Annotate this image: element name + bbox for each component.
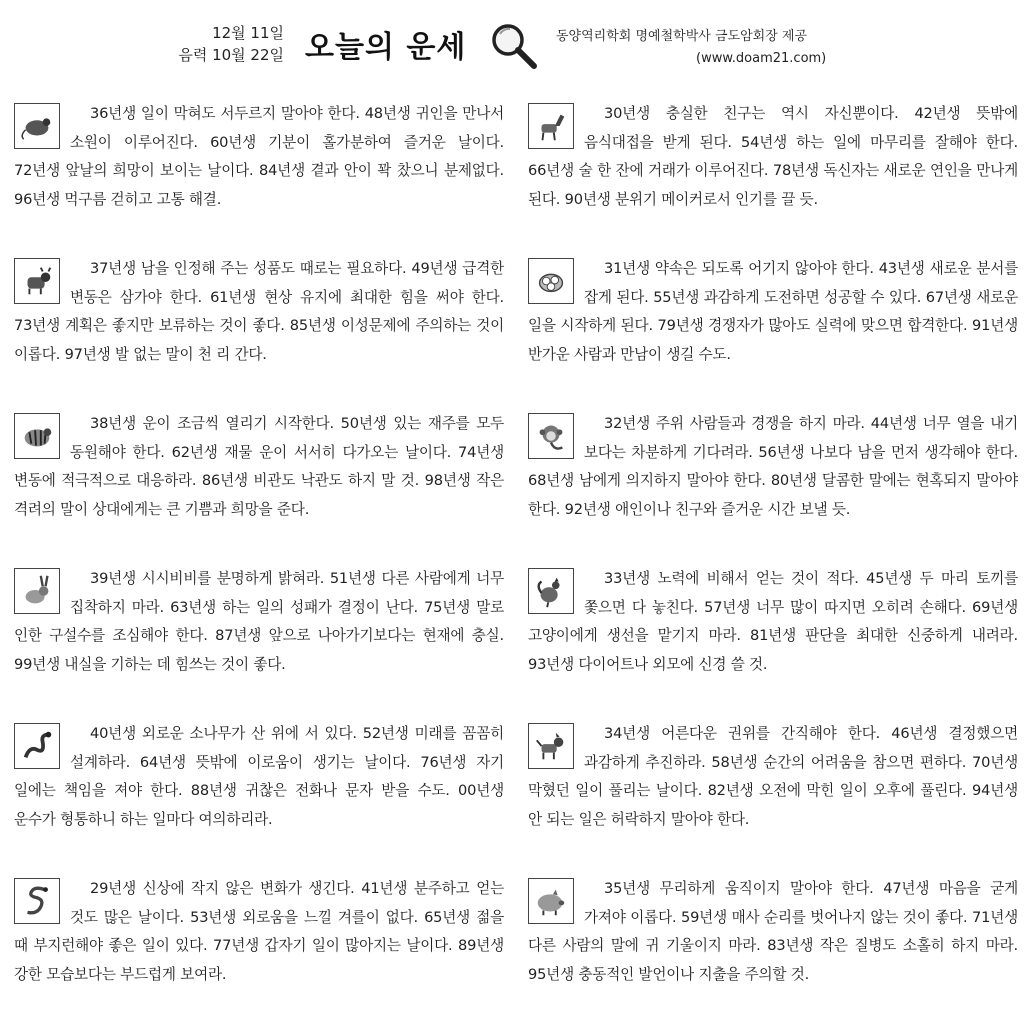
fortune-text: 35년생 무리하게 움직이지 말아야 한다. 47년생 마음을 굳게 가져야 이롭다. 59년생 매사 순리를 벗어나지 않는 것이 좋다. 71년생 다른 사람의 말에 귀 기울이지 마라. 83년생 작은 질병도 소홀히 하지 마라. 95년생 충동적인 발언이나 지출을 주의할 것. <box>528 880 1018 983</box>
rooster-icon <box>528 568 574 614</box>
fortune-entry <box>528 565 1018 720</box>
horse-icon <box>528 103 574 149</box>
tiger-icon <box>14 413 60 459</box>
fortune-text: 37년생 남을 인정해 주는 성품도 때로는 필요하다. 49년생 급격한 변동은 삼가야 한다. 61년생 현상 유지에 최대한 힘을 써야 한다. 73년생 계획은 좋지만 보류하는 것이 좋다. 85년생 이성문제에 주의하는 것이 이롭다. 97년생 발 없는 말이 천 리 간다. <box>14 260 504 363</box>
fortune-text: 36년생 일이 막혀도 서두르지 말아야 한다. 48년생 귀인을 만나서 소원이 이루어진다. 60년생 기분이 홀가분하여 즐거운 날이다. 72년생 앞날의 희망이 보이는 날이다. 84년생 곁과 안이 꽉 찼으니 분제없다. 96년생 먹구름 걷히고 고통 해결. <box>14 105 504 208</box>
date-block <box>178 22 284 66</box>
credit-url[interactable]: (www.doam21.com) <box>696 51 827 66</box>
fortune-text: 33년생 노력에 비해서 얻는 것이 적다. 45년생 두 마리 토끼를 쫓으면 다 놓친다. 57년생 너무 많이 따지면 오히려 손해다. 69년생 고양이에게 생선을 맡기지 마라. 81년생 판단을 최대한 신중하게 내려라. 93년생 다이어트나 외모에 신경 쓸 것. <box>528 570 1018 673</box>
fortune-text: 30년생 충실한 친구는 역시 자신뿐이다. 42년생 뜻밖에 음식대접을 받게 된다. 54년생 하는 일에 마무리를 잘해야 한다. 66년생 술 한 잔에 거래가 이루어진다. 78년생 독신자는 새로운 연인을 만나게 된다. 90년생 분위기 메이커로서 인기를 끌 듯. <box>528 105 1018 208</box>
fortune-text: 31년생 약속은 되도록 어기지 않아야 한다. 43년생 새로운 분서를 잡게 된다. 55년생 과감하게 도전하면 성공할 수 있다. 67년생 새로운 일을 시작하게 된다. 79년생 경쟁자가 많아도 실력에 맞으면 합격한다. 91년생 반가운 사람과 만남이 생길 수도. <box>528 260 1018 363</box>
fortune-text: 38년생 운이 조금씩 열리기 시작한다. 50년생 있는 재주를 모두 동원해야 한다. 62년생 재물 운이 서서히 다가오는 날이다. 74년생 변동에 적극적으로 대응하라. 86년생 비관도 낙관도 하지 말 것. 98년생 작은 격려의 말이 상대에게는 큰 기쁨과 희망을 준다. <box>14 415 504 518</box>
magnifier-icon <box>488 20 538 70</box>
ox-icon <box>14 258 60 304</box>
fortune-entry <box>528 255 1018 410</box>
sheep-icon <box>528 258 574 304</box>
credit-block <box>556 26 826 70</box>
credit-text: 동양역리학회 명예철학박사 금도암회장 제공 <box>556 29 807 44</box>
pig-icon <box>528 878 574 924</box>
date-lunar: 음력 10월 22일 <box>178 46 284 64</box>
fortune-entry <box>14 720 504 875</box>
fortune-entry <box>14 100 504 255</box>
dragon-icon <box>14 723 60 769</box>
snake-icon <box>14 878 60 924</box>
fortune-text: 40년생 외로운 소나무가 산 위에 서 있다. 52년생 미래를 꼼꼼히 설계하라. 64년생 뜻밖에 이로움이 생기는 날이다. 76년생 자기 일에는 책임을 져야 한다. 88년생 귀찮은 전화나 문자 받을 수도. 00년생 운수가 형통하니 하는 일마다 여의하리라. <box>14 725 504 828</box>
fortune-text: 34년생 어른다운 권위를 간직해야 한다. 46년생 결정했으면 과감하게 추진하라. 58년생 순간의 어려움을 참으면 편하다. 70년생 막혔던 일이 풀리는 날이다. 82년생 오전에 막힌 일이 오후에 풀린다. 94년생 안 되는 일은 허락하지 말아야 한다. <box>528 725 1018 828</box>
fortune-entry <box>14 255 504 410</box>
fortune-text: 32년생 주위 사람들과 경쟁을 하지 마라. 44년생 너무 열을 내기 보다는 차분하게 기다려라. 56년생 나보다 남을 먼저 생각해야 한다. 68년생 남에게 의지하지 말아야 한다. 80년생 달콤한 말에는 현혹되지 말아야 한다. 92년생 애인이나 친구와 즐거운 시간 보낼 듯. <box>528 415 1018 518</box>
date-solar: 12월 11일 <box>212 24 284 42</box>
fortune-column-left <box>14 100 504 1030</box>
rat-icon <box>14 103 60 149</box>
rabbit-icon <box>14 568 60 614</box>
fortune-column-right <box>528 100 1018 1030</box>
dog-icon <box>528 723 574 769</box>
monkey-icon <box>528 413 574 459</box>
fortune-text: 39년생 시시비비를 분명하게 밝혀라. 51년생 다른 사람에게 너무 집착하지 마라. 63년생 하는 일의 성패가 결정이 난다. 75년생 말로 인한 구설수를 조심해야 한다. 87년생 앞으로 나아가기보다는 현재에 충실. 99년생 내실을 기하는 데 힘쓰는 것이 좋다. <box>14 570 504 673</box>
fortune-entry <box>528 875 1018 1030</box>
page-title: 오늘의 운세 <box>305 30 467 65</box>
fortune-entry <box>14 410 504 565</box>
fortune-text: 29년생 신상에 작지 않은 변화가 생긴다. 41년생 분주하고 얻는 것도 많은 날이다. 53년생 외로움을 느낄 겨를이 없다. 65년생 젊을 때 부지런해야 좋은 일이 있다. 77년생 갑자기 일이 많아지는 날이다. 89년생 강한 모습보다는 부드럽게 보여라. <box>14 880 504 983</box>
fortune-entry <box>14 565 504 720</box>
fortune-entry <box>528 100 1018 255</box>
fortune-entry <box>14 875 504 1030</box>
fortune-entry <box>528 410 1018 565</box>
fortune-entry <box>528 720 1018 875</box>
header <box>0 0 1024 90</box>
